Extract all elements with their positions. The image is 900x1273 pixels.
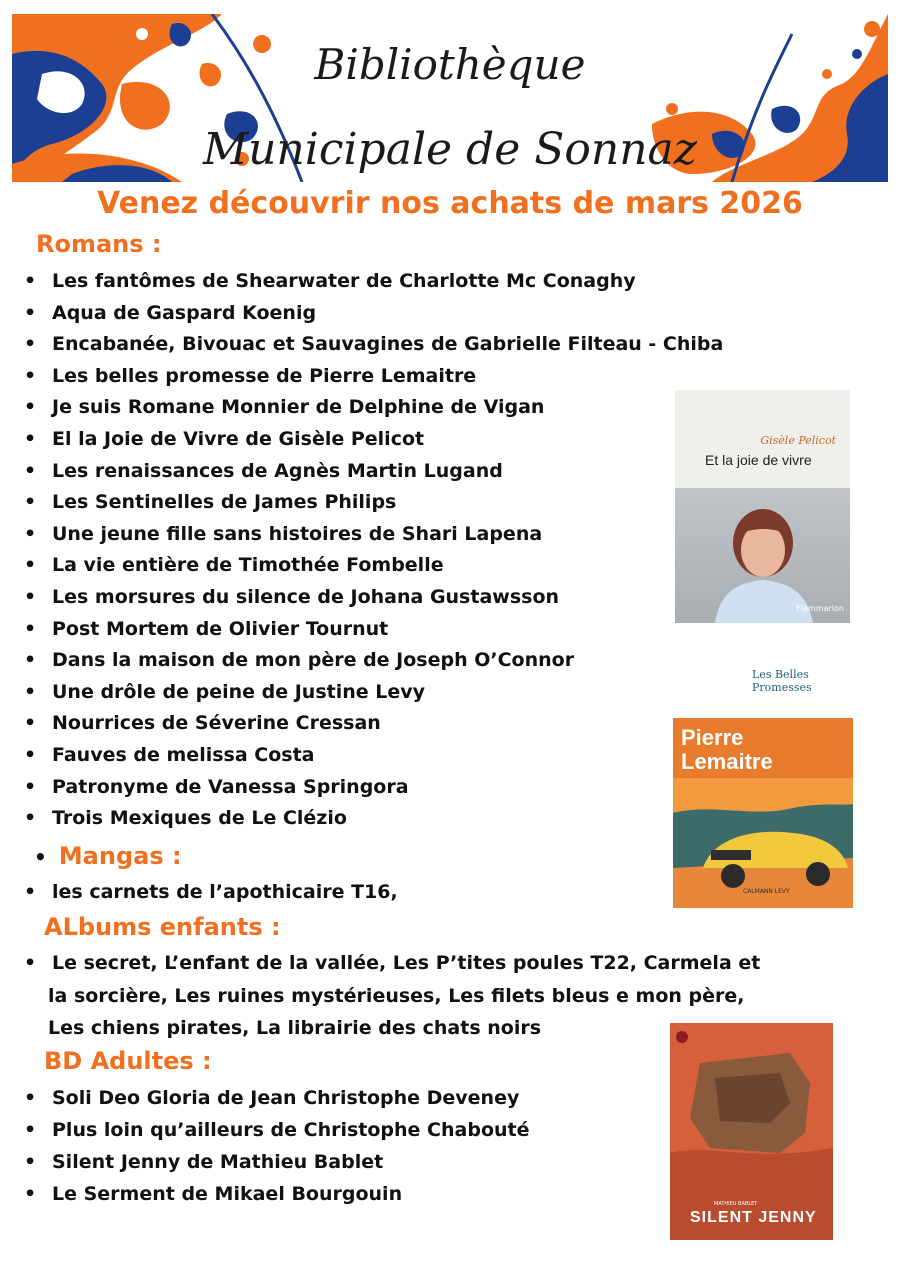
- page-subtitle: Venez découvrir nos achats de mars 2026: [97, 186, 803, 221]
- page-title-line1: Bibliothèque: [314, 40, 586, 89]
- section-heading-albums: ALbums enfants :: [44, 913, 281, 941]
- list-item: • Les renaissances de Agnès Martin Lugand: [24, 459, 503, 482]
- cover-author: Pierre Lemaitre: [681, 725, 773, 774]
- list-item: • Je suis Romane Monnier de Delphine de Vigan: [24, 396, 545, 419]
- list-item: • La vie entière de Timothée Fombelle: [24, 554, 444, 577]
- list-item: • El la Joie de Vivre de Gisèle Pelicot: [24, 428, 425, 450]
- list-item: • Plus loin qu’ailleurs de Christophe Chabouté: [24, 1119, 530, 1141]
- page-title-line2: Municipale de Sonnaz: [203, 124, 697, 175]
- section-heading-bd: BD Adultes :: [44, 1047, 212, 1075]
- list-item: • Dans la maison de mon père de Joseph O’Connor: [24, 649, 575, 672]
- list-item-continuation: la sorcière, Les ruines mystérieuses, Les filets bleus e mon père,: [48, 985, 745, 1007]
- list-item: • Le Serment de Mikael Bourgouin: [24, 1183, 403, 1205]
- portrait-illustration: [675, 488, 850, 623]
- list-item: • Les belles promesse de Pierre Lemaitre: [24, 364, 477, 387]
- list-item: • Soli Deo Gloria de Jean Christophe Deveney: [24, 1087, 520, 1109]
- cover-title: Et la joie de vivre: [705, 452, 812, 468]
- cover-publisher: Flammarion: [796, 604, 844, 613]
- list-item: • Aqua de Gaspard Koenig: [24, 301, 317, 324]
- book-cover-pelicot: [675, 390, 850, 623]
- list-item-continuation: Les chiens pirates, La librairie des chats noirs: [48, 1017, 542, 1039]
- list-item: • Les Sentinelles de James Philips: [24, 491, 397, 514]
- cover-series-label: Les Belles Promesses: [752, 668, 812, 694]
- list-item: • Post Mortem de Olivier Tournut: [24, 617, 389, 640]
- list-item: • Les fantômes de Shearwater de Charlotte Mc Conaghy: [24, 270, 636, 292]
- cover-title: SILENT JENNY: [690, 1209, 817, 1226]
- cover-author: Gisèle Pelicot: [760, 434, 836, 447]
- list-item: • Une jeune fille sans histoires de Shari Lapena: [24, 522, 543, 545]
- cover-author: MATHIEU BABLET: [714, 1201, 758, 1207]
- list-item: • Encabanée, Bivouac et Sauvagines de Gabrielle Filteau - Chiba: [24, 333, 724, 356]
- cover-publisher: CALMANN LEVY: [743, 888, 790, 895]
- list-item: • Patronyme de Vanessa Springora: [24, 775, 409, 798]
- list-item: • Le secret, L’enfant de la vallée, Les P’tites poules T22, Carmela et: [24, 952, 761, 974]
- book-cover-silent-jenny: [670, 1023, 833, 1240]
- section-heading-romans: Romans :: [36, 230, 162, 258]
- cover-photo: [675, 488, 850, 623]
- machine-illustration: [670, 1023, 833, 1240]
- list-item: • les carnets de l’apothicaire T16,: [24, 881, 398, 903]
- list-item: • Fauves de melissa Costa: [24, 744, 315, 766]
- list-item: • Trois Mexiques de Le Clézio: [24, 807, 347, 830]
- book-cover-lemaitre: [673, 718, 853, 908]
- list-item: • Une drôle de peine de Justine Levy: [24, 680, 426, 703]
- list-item: • Les morsures du silence de Johana Gustawsson: [24, 586, 560, 608]
- list-item: • Silent Jenny de Mathieu Bablet: [24, 1151, 384, 1173]
- section-heading-mangas: • Mangas :: [34, 842, 182, 870]
- list-item: • Nourrices de Séverine Cressan: [24, 712, 381, 735]
